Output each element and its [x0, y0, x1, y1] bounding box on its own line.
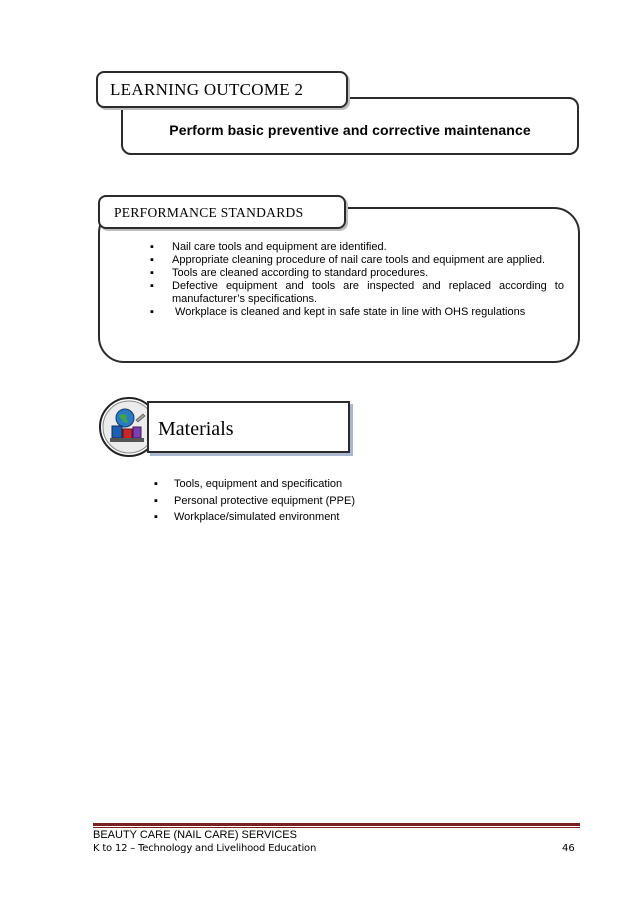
learning-outcome-tab [96, 71, 348, 108]
learning-outcome-label: LEARNING OUTCOME 2 [110, 80, 304, 99]
list-item: ▪ Defective equipment and tools are inspected and replaced according to manufacturer’s specifications. [150, 280, 564, 306]
list-item: ▪ Appropriate cleaning procedure of nail care tools and equipment are applied. [150, 254, 564, 267]
list-item: ▪ Workplace is cleaned and kept in safe state in line with OHS regulations [150, 306, 564, 319]
list-item: ▪ Personal protective equipment (PPE) [154, 493, 355, 510]
performance-standards-label: PERFORMANCE STANDARDS [114, 205, 304, 220]
footer-rule-thin [93, 827, 580, 828]
materials-title: Materials [158, 418, 234, 440]
footer-title: BEAUTY CARE (NAIL CARE) SERVICES [93, 829, 297, 841]
performance-standards-list [150, 241, 564, 319]
performance-standards-tab [98, 195, 346, 229]
list-item: ▪ Tools, equipment and specification [154, 476, 355, 493]
footer-rule [93, 823, 580, 826]
learning-outcome-text: Perform basic preventive and corrective maintenance [169, 122, 531, 138]
list-item: ▪ Nail care tools and equipment are identified. [150, 241, 564, 254]
list-item: ▪ Tools are cleaned according to standard procedures. [150, 267, 564, 280]
materials-title-box [147, 401, 350, 453]
materials-list [154, 476, 355, 526]
page-number: 46 [562, 843, 575, 854]
footer-subtitle: K to 12 – Technology and Livelihood Education [93, 843, 317, 854]
list-item: ▪ Workplace/simulated environment [154, 509, 355, 526]
